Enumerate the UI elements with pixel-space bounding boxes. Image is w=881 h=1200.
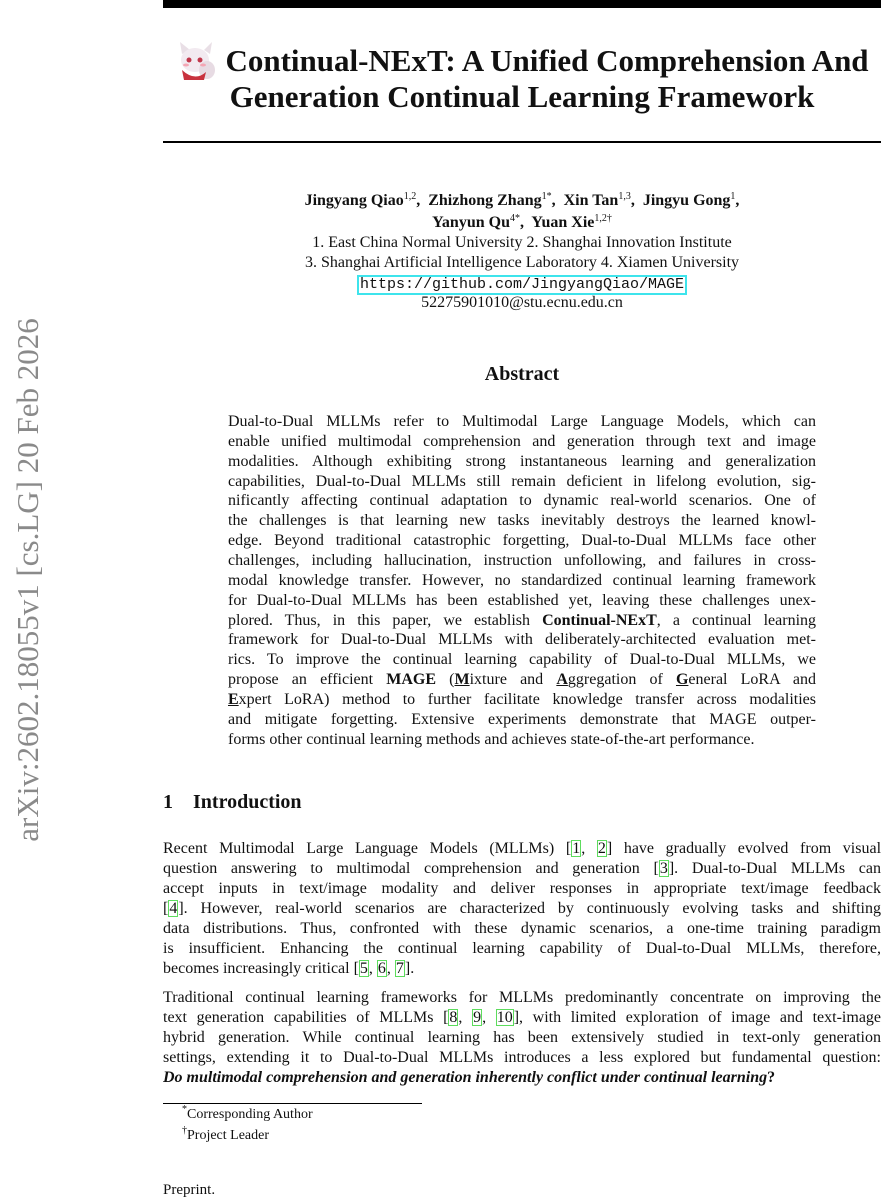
citation-link[interactable]: 9 [473,1009,482,1026]
paper-title-line-1: Continual-NExT: A Unified Comprehension And [225,43,869,78]
text-line [163,879,881,899]
author-separator: , [551,192,564,209]
text-line [228,690,816,710]
text-span: ] have gradually evolved from visual [606,840,881,857]
author-name: Zhizhong Zhang [428,192,542,209]
text-span: ]. [404,960,415,977]
text-span: ]. Dual-to-Dual MLLMs can [668,860,881,877]
abstract-heading: Abstract [484,363,560,385]
text-span: enable unified multimodal comprehension and generation through text and image [228,432,816,450]
text-line [228,650,816,670]
text-span: becomes increasingly critical [ [163,960,359,977]
citation-link[interactable]: 8 [449,1009,458,1026]
author-name: Jingyu Gong [642,192,731,209]
affiliations-line-2: 3. Shanghai Artificial Intelligence Laboratory 4. Xiamen University [304,254,740,271]
text-span: Dual-to-Dual MLLMs refer to Multimodal Large Language Models, which can [228,413,816,430]
text-line [228,670,816,690]
github-link[interactable]: https://github.com/JingyangQiao/MAGE [357,275,687,295]
text-span: question answering to multimodal comprehension and generation [ [163,860,659,877]
text-span: framework for Dual-to-Dual MLLMs with deliberately-architected evaluation met- [228,631,816,649]
citation-link[interactable]: 1 [572,840,581,857]
text-span: , [458,1009,473,1026]
text-span: xpert LoRA) method to further facilitate knowledge transfer across modalities [238,690,816,708]
text-span: propose an efficient [228,671,387,689]
text-span: eneral LoRA and [688,671,816,689]
citation-link[interactable]: 5 [359,960,368,977]
text-span: data distributions. Thus, confronted with these dynamic scenarios, a one-time training paradigm [163,920,881,937]
text-line [163,1048,881,1068]
text-line [228,710,816,730]
text-line [163,988,881,1008]
emphasized-text: E [228,690,239,708]
text-span: capabilities, Dual-to-Dual MLLMs still remain deficient in lifelong evolution, sig- [228,472,816,490]
top-rule [163,0,881,8]
footnote-text: Project Leader [187,1128,270,1143]
author-name: Xin Tan [563,192,619,209]
text-span: modalities. Although exhibiting strong instantaneous learning and generalization [228,452,816,470]
author-affiliation-mark: 1,2 [403,191,417,202]
text-line [228,730,816,750]
author-affiliation-mark: 1* [541,191,552,202]
paper-title-line-2: Generation Continual Learning Framework [229,79,815,114]
text-line [228,630,816,650]
emphasized-text: MAGE [386,671,437,689]
text-line [163,939,881,959]
text-line [228,571,816,591]
text-span: ]. However, real-world scenarios are characterized by continuously evolving tasks and shifting [178,900,881,917]
text-line [228,591,816,611]
text-span: , [482,1009,496,1026]
preprint-label: Preprint. [163,1182,216,1198]
text-line [163,1068,881,1088]
footnote-leader [182,1127,269,1145]
author-separator: , [519,214,532,231]
text-span: text generation capabilities of MLLMs [ [163,1009,449,1026]
text-line [228,531,816,551]
author-separator: , [416,192,429,209]
text-span: accept inputs in text/image modality and deliver responses in appropriate text/image feedback [163,880,881,897]
text-span: challenges, including hallucination, instruction unfollowing, and failures in cross- [228,551,816,569]
arxiv-identifier: arXiv:2602.18055v1 [cs.LG] 20 Feb 2026 [10,318,45,842]
author-affiliation-mark: 4* [509,213,520,224]
text-line [228,491,816,511]
footnote-rule [163,1103,422,1104]
emphasized-text: ? [767,1069,776,1086]
text-span: [ [163,900,169,917]
author-affiliation-mark: 1,2† [594,213,612,224]
text-span: , a continual learning [656,611,816,629]
citation-link[interactable]: 10 [496,1009,513,1026]
author-name: Yanyun Qu [432,214,510,231]
text-line [228,611,816,631]
text-span: edge. Beyond traditional catastrophic forgetting, Dual-to-Dual MLLMs face other [228,532,816,550]
text-span: modal knowledge transfer. However, no standardized continual learning framework [228,571,816,589]
text-span: and mitigate forgetting. Extensive experiments demonstrate that MAGE outper- [228,710,816,728]
emphasized-text: A [556,671,568,689]
author-name: Yuan Xie [531,214,595,231]
text-span: , [368,960,377,977]
text-span: ggregation of [567,671,676,689]
citation-link[interactable]: 7 [395,960,404,977]
text-line [228,551,816,571]
text-span: nificantly affecting continual adaptation to dynamic real-world scenarios. One of [228,492,816,510]
emphasized-text: G [675,671,689,689]
text-line [163,1008,881,1028]
citation-link[interactable]: 3 [659,860,668,877]
text-span: is insufficient. Enhancing the continual learning capability of Dual-to-Dual MLLMs, therefore, [163,940,881,957]
text-line [228,432,816,452]
text-span: ( [436,671,455,689]
text-line [163,839,881,859]
text-span: forms other continual learning methods and achieves state-of-the-art performance. [228,730,755,748]
text-line [163,959,881,979]
emphasized-text: Continual-NExT [542,611,657,629]
text-span: for Dual-to-Dual MLLMs has been established yet, leaving these challenges unex- [228,591,816,609]
citation-link[interactable]: 6 [377,960,386,977]
text-span: plored. Thus, in this paper, we establish [228,611,543,629]
text-line [163,1028,881,1048]
contact-email: 52275901010@stu.ecnu.edu.cn [421,294,623,311]
text-span: Recent Multimodal Large Language Models (MLLMs) [ [163,840,572,857]
emphasized-text: Do multimodal comprehension and generation inherently conflict under continual learning [163,1069,768,1086]
author-separator: , [735,192,740,209]
citation-link[interactable]: 4 [169,900,178,917]
emphasized-text: M [454,671,470,689]
text-line [163,919,881,939]
section-heading-introduction: 1 Introduction [163,791,302,813]
text-span: , [581,840,597,857]
text-span: settings, extending it to Dual-to-Dual MLLMs introduces a less explored but fundamental question: [163,1049,881,1066]
footnote-text: Corresponding Author [187,1107,313,1122]
footnote-mark: * [182,1104,187,1115]
author-affiliation-mark: 1 [730,191,736,202]
text-span: ], with limited exploration of image and text-image [513,1009,881,1026]
author-list-line-2 [163,213,881,233]
text-span: ixture and [469,671,557,689]
author-separator: , [630,192,643,209]
text-span: , [386,960,395,977]
citation-link[interactable]: 2 [597,840,606,857]
title-rule [163,141,881,143]
footnote-corresponding [182,1106,313,1124]
text-line [228,412,816,432]
text-line [228,511,816,531]
author-list-line-1 [163,191,881,211]
text-span: Traditional continual learning frameworks for MLLMs predominantly concentrate on improving the [163,989,881,1006]
text-line [228,452,816,472]
author-name: Jingyang Qiao [304,192,404,209]
text-span: the challenges is that learning new tasks inevitably destroys the learned knowl- [228,512,816,530]
text-line [163,899,881,919]
footnote-mark: † [182,1125,187,1136]
text-span: rics. To improve the continual learning capability of Dual-to-Dual MLLMs, we [228,651,816,669]
text-line [163,859,881,879]
text-line [228,472,816,492]
author-affiliation-mark: 1,3 [618,191,631,202]
affiliations-line-1: 1. East China Normal University 2. Shanghai Innovation Institute [312,234,732,251]
text-span: hybrid generation. While continual learning has been extensively studied in text-only generation [163,1029,881,1046]
